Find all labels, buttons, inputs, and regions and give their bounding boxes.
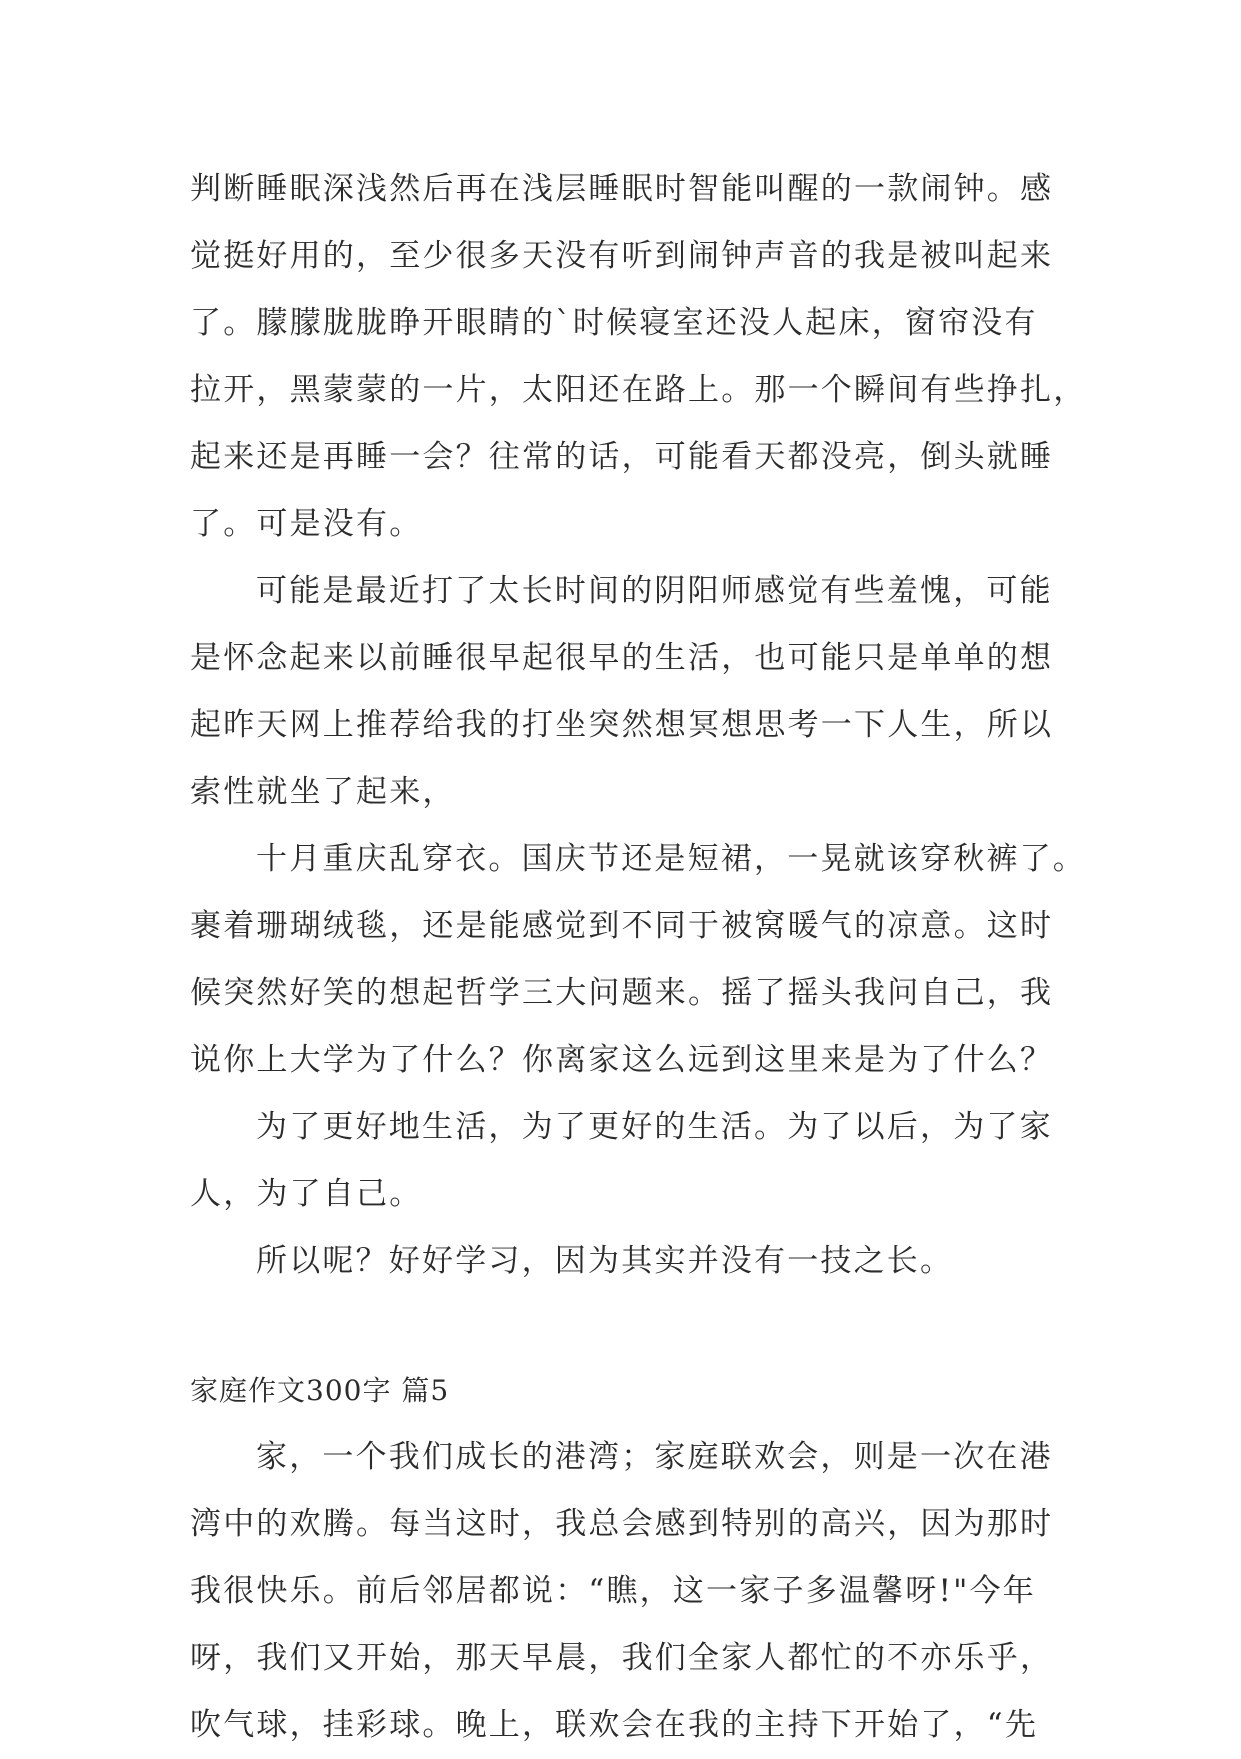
text-line: 所以呢？好好学习，因为其实并没有一技之长。: [256, 1243, 954, 1279]
text-line: 可能是最近打了太长时间的阴阳师感觉有些羞愧，可能: [256, 573, 1053, 609]
text-line: 了。朦朦胧胧睁开眼睛的`时候寝室还没人起床，窗帘没有: [190, 305, 1038, 341]
text-line: 为了更好地生活，为了更好的生活。为了以后，为了家: [256, 1109, 1053, 1145]
section-spacer: [190, 1295, 1070, 1357]
text-line: 判断睡眠深浅然后再在浅层睡眠时智能叫醒的一款闹钟。感: [190, 171, 1054, 207]
paragraph: [190, 826, 1086, 1094]
text-line: 我很快乐。前后邻居都说：“瞧，这一家子多温馨呀!"今年: [190, 1573, 1036, 1609]
text-line: 裹着珊瑚绒毯，还是能感觉到不同于被窝暖气的凉意。这时: [190, 908, 1054, 944]
text-line: 索性就坐了起来，: [190, 774, 456, 810]
text-line: 是怀念起来以前睡很早起很早的生活，也可能只是单单的想: [190, 640, 1054, 676]
text-line: 起昨天网上推荐给我的打坐突然想冥想思考一下人生，所以: [190, 707, 1054, 743]
text-line: 家，一个我们成长的港湾；家庭联欢会，则是一次在港: [256, 1439, 1053, 1475]
text-line: 说你上大学为了什么？你离家这么远到这里来是为了什么？: [190, 1042, 1054, 1078]
text-line: 候突然好笑的想起哲学三大问题来。摇了摇头我问自己，我: [190, 975, 1054, 1011]
text-line: 人，为了自己。: [190, 1176, 423, 1212]
text-line: 吹气球，挂彩球。晚上，联欢会在我的主持下开始了，“先: [190, 1707, 1039, 1743]
text-line: 起来还是再睡一会？往常的话，可能看天都没亮，倒头就睡: [190, 439, 1054, 475]
paragraph: [190, 1228, 1070, 1295]
text-line: 呀，我们又开始，那天早晨，我们全家人都忙的不亦乐乎，: [190, 1640, 1054, 1676]
text-line: 十月重庆乱穿衣。国庆节还是短裙，一晃就该穿秋裤了。: [256, 841, 1086, 877]
paragraph: [190, 1424, 1070, 1759]
text-line: 觉挺好用的，至少很多天没有听到闹钟声音的我是被叫起来: [190, 238, 1054, 274]
paragraph: [190, 1094, 1070, 1228]
text-line: 了。可是没有。: [190, 506, 423, 542]
paragraph: [190, 156, 1087, 558]
text-line: 湾中的欢腾。每当这时，我总会感到特别的高兴，因为那时: [190, 1506, 1054, 1542]
paragraph: [190, 558, 1070, 826]
section-heading: 家庭作文300字 篇5: [190, 1374, 450, 1407]
text-line: 拉开，黑蒙蒙的一片，太阳还在路上。那一个瞬间有些挣扎，: [190, 372, 1087, 408]
document-page: [190, 156, 1087, 1759]
